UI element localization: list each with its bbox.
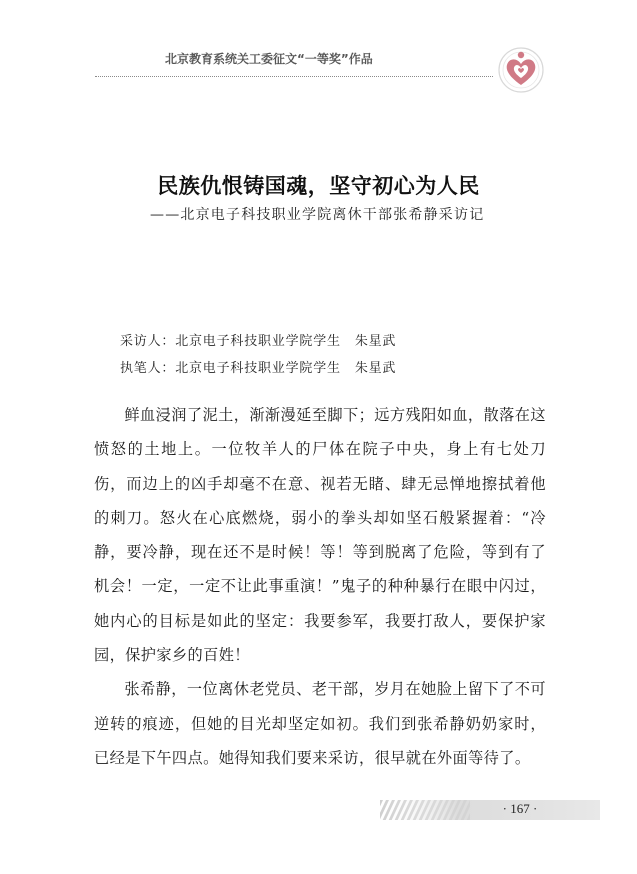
body-paragraph: 张希静，一位离休老党员、老干部，岁月在她脸上留下了不可逆转的痕迹，但她的目光却坚定如初。我们到张希静奶奶家时，已经是下午四点。她得知我们要来采访，很早就在外面等待了。 <box>94 680 546 767</box>
byline-role: 执笔人： <box>120 361 176 376</box>
byline-affiliation: 北京电子科技职业学院学生 <box>175 334 341 349</box>
byline-name: 朱星武 <box>354 334 397 349</box>
byline-affiliation: 北京电子科技职业学院学生 <box>175 361 341 376</box>
byline-role: 采访人： <box>120 334 176 349</box>
byline-interviewer <box>120 330 396 349</box>
page-number: · 167 · <box>502 801 538 816</box>
byline-writer <box>120 357 396 376</box>
byline-name: 朱星武 <box>354 361 397 376</box>
article-title: 民族仇恨铸国魂，坚守初心为人民 <box>157 174 480 198</box>
article-subtitle: ——北京电子科技职业学院离休干部张希静采访记 <box>150 207 485 223</box>
heart-logo-icon <box>496 45 546 95</box>
header-dotted-rule <box>95 76 493 77</box>
running-header-title: 北京教育系统关工委征文“一等奖”作品 <box>165 52 373 66</box>
article-body <box>94 398 546 775</box>
body-paragraph: 鲜血浸润了泥土，渐渐漫延至脚下；远方残阳如血，散落在这愤怒的土地上。一位牧羊人的尸体在院子中央，身上有七处刀伤，而边上的凶手却毫不在意、视若无睹、肆无忌惮地擦拭着他的刺刀。怒火在心底燃烧，弱小的拳头却如坚石般紧握着：“冷静，要冷静，现在还不是时候！等！等到脱离了危险，等到有了机会！一定，一定不让此事重演！”鬼子的种种暴行在眼中闪过，她内心的目标是如此的坚定：我要参军，我要打敌人，要保护家园，保护家乡的百姓！ <box>94 406 546 665</box>
